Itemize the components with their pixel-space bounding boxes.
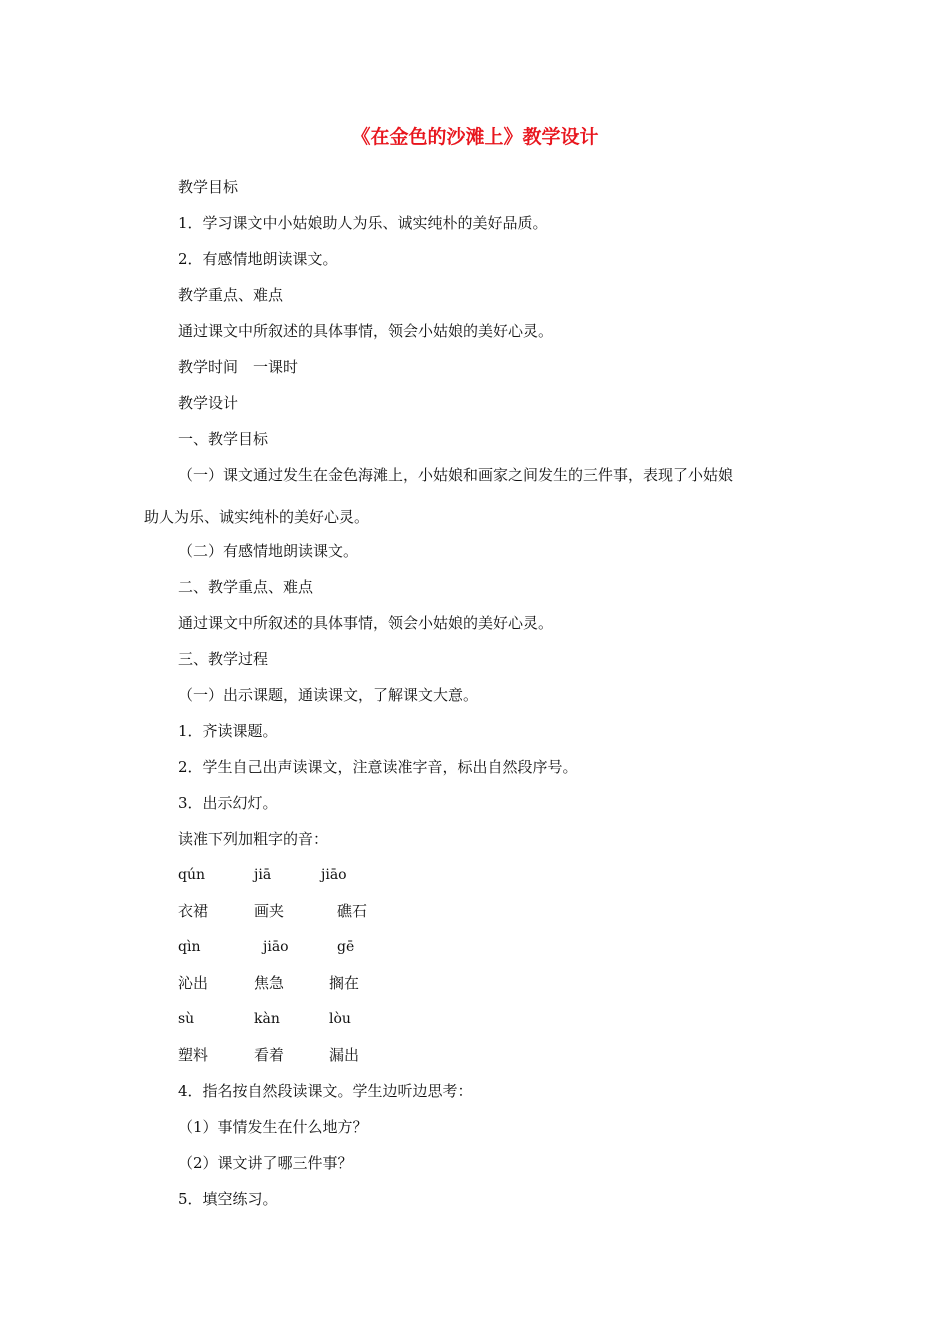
teaching-time: 教学时间 一课时 [178, 358, 299, 376]
pinyin: gē [337, 939, 355, 955]
key-points-text: 通过课文中所叙述的具体事情，领会小姑娘的美好心灵。 [178, 322, 554, 340]
process-step-1-item-2: 2．学生自己出声读课文，注意读准字音，标出自然段序号。 [178, 758, 578, 776]
vocab-word: 塑料 [178, 1046, 209, 1064]
vocab-word: 礁石 [337, 902, 368, 920]
process-step-1-item-5: 5．填空练习。 [178, 1190, 278, 1208]
vocab-word: 看着 [254, 1046, 285, 1064]
process-step-1-item-4: 4．指名按自然段读课文。学生边听边思考： [178, 1082, 473, 1100]
section-1-heading: 一、教学目标 [178, 430, 269, 448]
vocab-word: 画夹 [254, 902, 285, 920]
pinyin: qún [178, 867, 205, 883]
process-step-1-heading: （一）出示课题，通读课文，了解课文大意。 [178, 686, 479, 704]
pinyin: lòu [329, 1011, 351, 1027]
section-1-paragraph-line-2: 助人为乐、诚实纯朴的美好心灵。 [144, 508, 370, 526]
pinyin: jiā [254, 867, 272, 883]
heading-teaching-goals: 教学目标 [178, 178, 239, 196]
vocab-word: 衣裙 [178, 902, 209, 920]
vocab-word: 漏出 [329, 1046, 360, 1064]
vocab-word: 焦急 [254, 974, 285, 992]
pinyin: kàn [254, 1011, 280, 1027]
pinyin: jiāo [263, 939, 289, 955]
heading-teaching-design: 教学设计 [178, 394, 239, 412]
section-3-heading: 三、教学过程 [178, 650, 269, 668]
pinyin: qìn [178, 939, 201, 955]
section-2-heading: 二、教学重点、难点 [178, 578, 314, 596]
process-step-1-item-1: 1．齐读课题。 [178, 722, 278, 740]
vocab-word: 搁在 [329, 974, 360, 992]
pronunciation-instruction: 读准下列加粗字的音： [178, 830, 329, 848]
vocab-word: 沁出 [178, 974, 209, 992]
section-1-paragraph-line-1: （一）课文通过发生在金色海滩上，小姑娘和画家之间发生的三件事，表现了小姑娘 [178, 466, 734, 484]
document-title: 《在金色的沙滩上》教学设计 [351, 126, 599, 148]
pinyin: sù [178, 1011, 195, 1027]
section-1-item-2: （二）有感情地朗读课文。 [178, 542, 359, 560]
goal-item-2: 2．有感情地朗读课文。 [178, 250, 338, 268]
goal-item-1: 1．学习课文中小姑娘助人为乐、诚实纯朴的美好品质。 [178, 214, 548, 232]
question-2: （2）课文讲了哪三件事？ [178, 1154, 353, 1172]
question-1: （1）事情发生在什么地方？ [178, 1118, 368, 1136]
heading-key-points: 教学重点、难点 [178, 286, 284, 304]
process-step-1-item-3: 3．出示幻灯。 [178, 794, 278, 812]
pinyin: jiāo [321, 867, 347, 883]
section-2-text: 通过课文中所叙述的具体事情，领会小姑娘的美好心灵。 [178, 614, 554, 632]
